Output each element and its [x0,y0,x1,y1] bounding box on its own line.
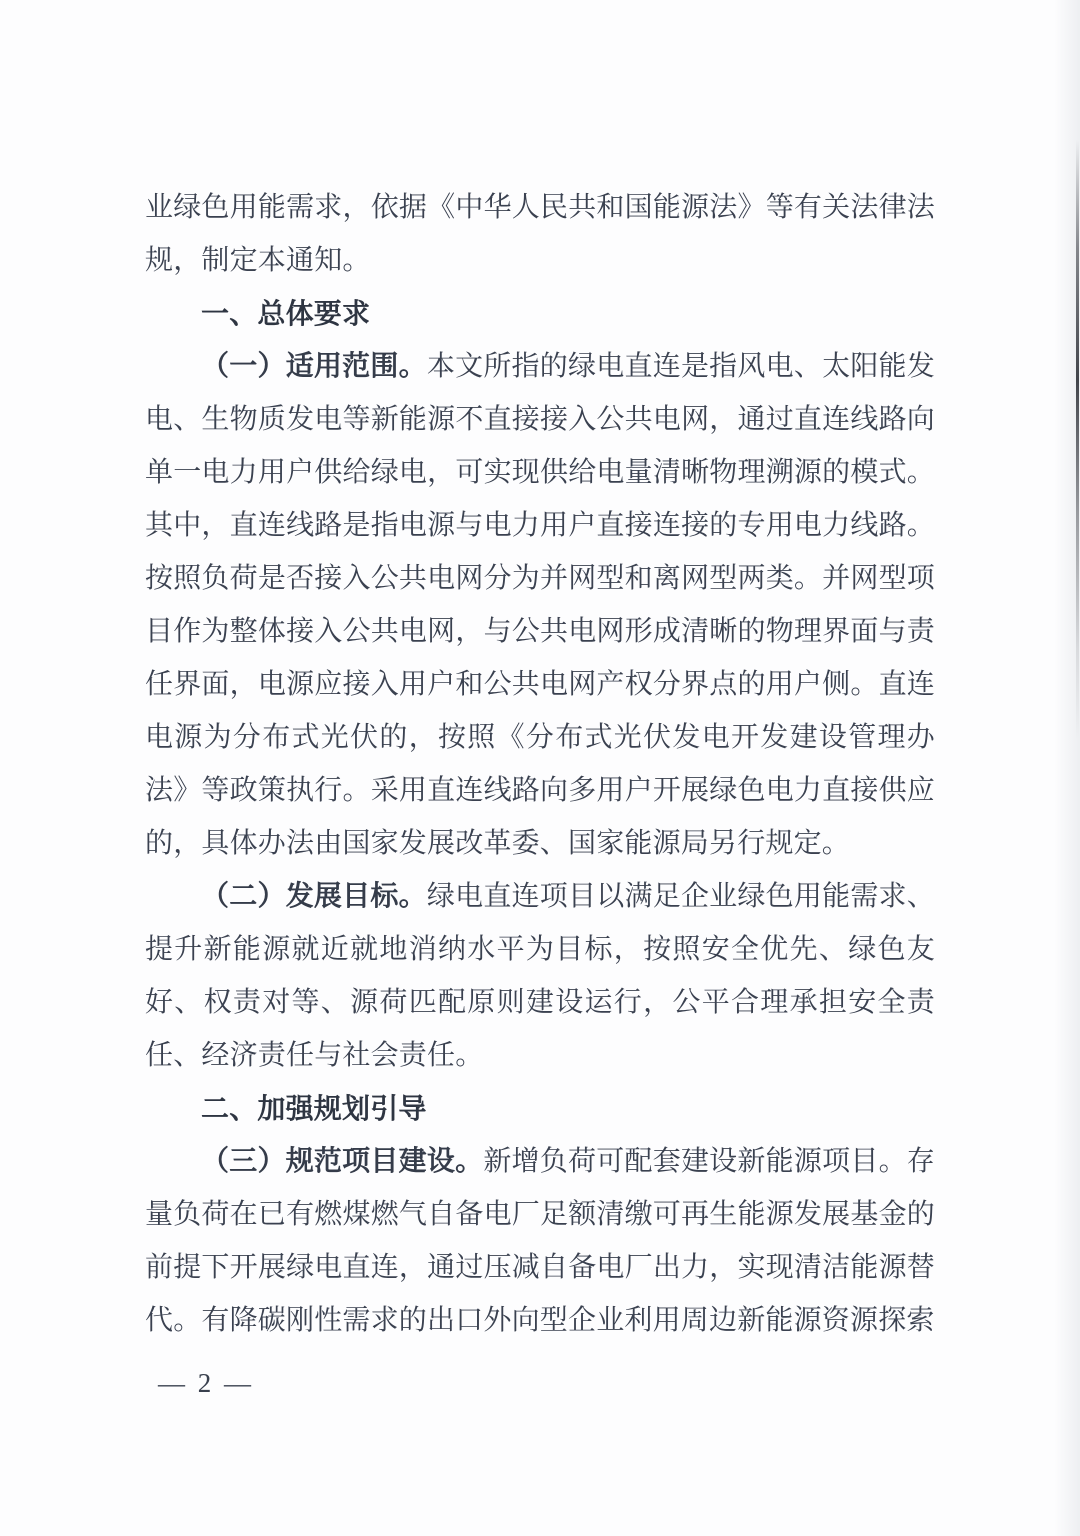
scan-artifact-line [1076,140,1079,740]
clause-label-scope: （一）适用范围。 [201,351,427,382]
scan-edge-shading [1054,0,1080,1536]
paragraph-project-construction [145,1135,935,1347]
section-heading-planning-guidance: 二、加强规划引导 [201,1093,427,1124]
paragraph-intro-continuation: 业绿色用能需求，依据《中华人民共和国能源法》等有关法律法规，制定本通知。 [145,192,935,276]
paragraph-scope [145,340,935,870]
page-number: — 2 — [158,1368,254,1398]
clause-text-project-construction: 新增负荷可配套建设新能源项目。存量负荷在已有燃煤燃气自备电厂足额清缴可再生能源发展基金的前提下开展绿电直连，通过压减自备电厂出力，实现清洁能源替代。有降碳刚性需求的出口外向型企业利用周边新能源资源探索 [145,1146,935,1336]
section-heading-overall-requirements: 一、总体要求 [201,298,371,329]
clause-text-scope: 本文所指的绿电直连是指风电、太阳能发电、生物质发电等新能源不直接接入公共电网，通过直连线路向单一电力用户供给绿电，可实现供给电量清晰物理溯源的模式。其中，直连线路是指电源与电力用户直接连接的专用电力线路。按照负荷是否接入公共电网分为并网型和离网型两类。并网型项目作为整体接入公共电网，与公共电网形成清晰的物理界面与责任界面，电源应接入用户和公共电网产权分界点的用户侧。直连电源为分布式光伏的，按照《分布式光伏发电开发建设管理办法》等政策执行。采用直连线路向多用户开展绿色电力直接供应的，具体办法由国家发展改革委、国家能源局另行规定。 [145,351,935,859]
paragraph-development-goals [145,870,935,1082]
document-body [145,181,935,1347]
clause-label-project-construction: （三）规范项目建设。 [201,1146,484,1177]
clause-label-development-goals: （二）发展目标。 [201,881,427,912]
clause-text-development-goals: 绿电直连项目以满足企业绿色用能需求、提升新能源就近就地消纳水平为目标，按照安全优先、绿色友好、权责对等、源荷匹配原则建设运行，公平合理承担安全责任、经济责任与社会责任。 [145,881,935,1071]
